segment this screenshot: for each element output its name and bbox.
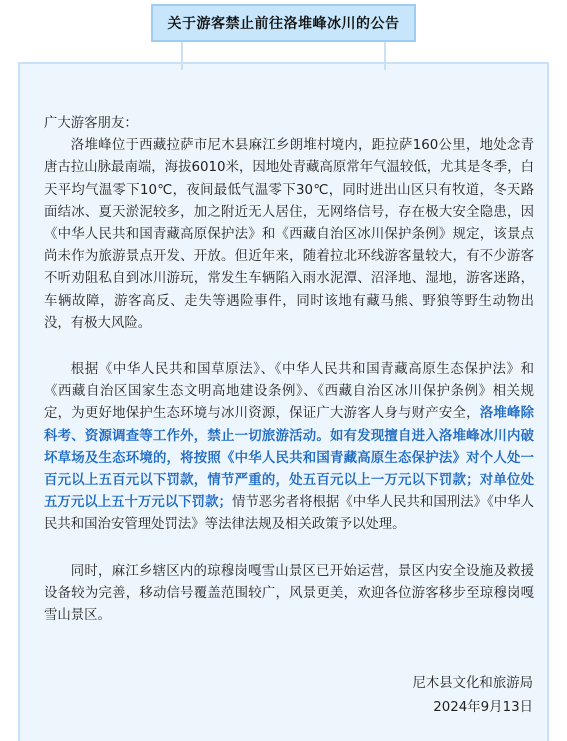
title-banner bbox=[151, 4, 416, 42]
paragraph-regulation bbox=[44, 359, 534, 537]
paragraph-background: 洛堆峰位于西藏拉萨市尼木县麻江乡朗堆村境内，距拉萨160公里，地处念青唐古拉山脉最南端，海拔6010米，因地处青藏高原常年气温较低，尤其是冬季，白天平均气温零下10℃，夜间最低气温零下30℃，同时进出山区只有牧道，冬天路面结冰、夏天淤泥较多，加之附近无人居住，无网络信号，存在极大安全隐患，因《中华人民共和国青藏高原保护法》和《西藏自治区冰川保护条例》规定，该景点尚未作为旅游景点开发、开放。但近年来，随着拉北环线游客量较大，有不少游客不听劝阻私自到冰川游玩，常发生车辆陷入雨水泥潭、沼泽地、湿地，游客迷路，车辆故障，游客高反、走失等遇险事件，同时该地有藏马熊、野狼等野生动物出没，有极大风险。 bbox=[44, 138, 534, 331]
page-title: 关于游客禁止前往洛堆峰冰川的公告 bbox=[167, 16, 400, 32]
regulation-text-intro: 根据《中华人民共和国草原法》、《中华人民共和国青藏高原生态保护法》和《西藏自治区国家生态文明高地建设条例》、《西藏自治区冰川保护条例》相关规定，为更好地保护生态环境与冰川资源，保证广大游客人身与财产安全， bbox=[44, 362, 534, 422]
signature-block bbox=[412, 672, 533, 720]
signature-date: 2024年9月13日 bbox=[433, 700, 533, 715]
signature-org: 尼木县文化和旅游局 bbox=[412, 676, 533, 691]
regulation-highlight: 洛堆峰除科考、资源调查等工作外，禁止一切旅游活动。如有发现擅自进入洛堆峰冰川内破坏草场及生态环境的，将按照《中华人民共和国青藏高原生态保护法》对个人处一百元以上五百元以下罚款，情节严重的，处五百元以上一万元以下罚款；对单位处五万元以上五十万元以下罚款； bbox=[44, 406, 535, 511]
notice-body bbox=[44, 113, 534, 627]
greeting: 广大游客朋友： bbox=[44, 116, 138, 131]
regulation-text-outro: 情节恶劣者将根据《中华人民共和国刑法》《中华人民共和国治安管理处罚法》等法律法规及相关政策予以处理。 bbox=[44, 495, 534, 533]
paragraph-alternative-site: 同时，麻江乡辖区内的琼穆岗嘎雪山景区已开始运营，景区内安全设施及救援设备较为完善，移动信号覆盖范围较广，风景更美，欢迎各位游客移步至琼穆岗嘎雪山景区。 bbox=[44, 563, 534, 624]
